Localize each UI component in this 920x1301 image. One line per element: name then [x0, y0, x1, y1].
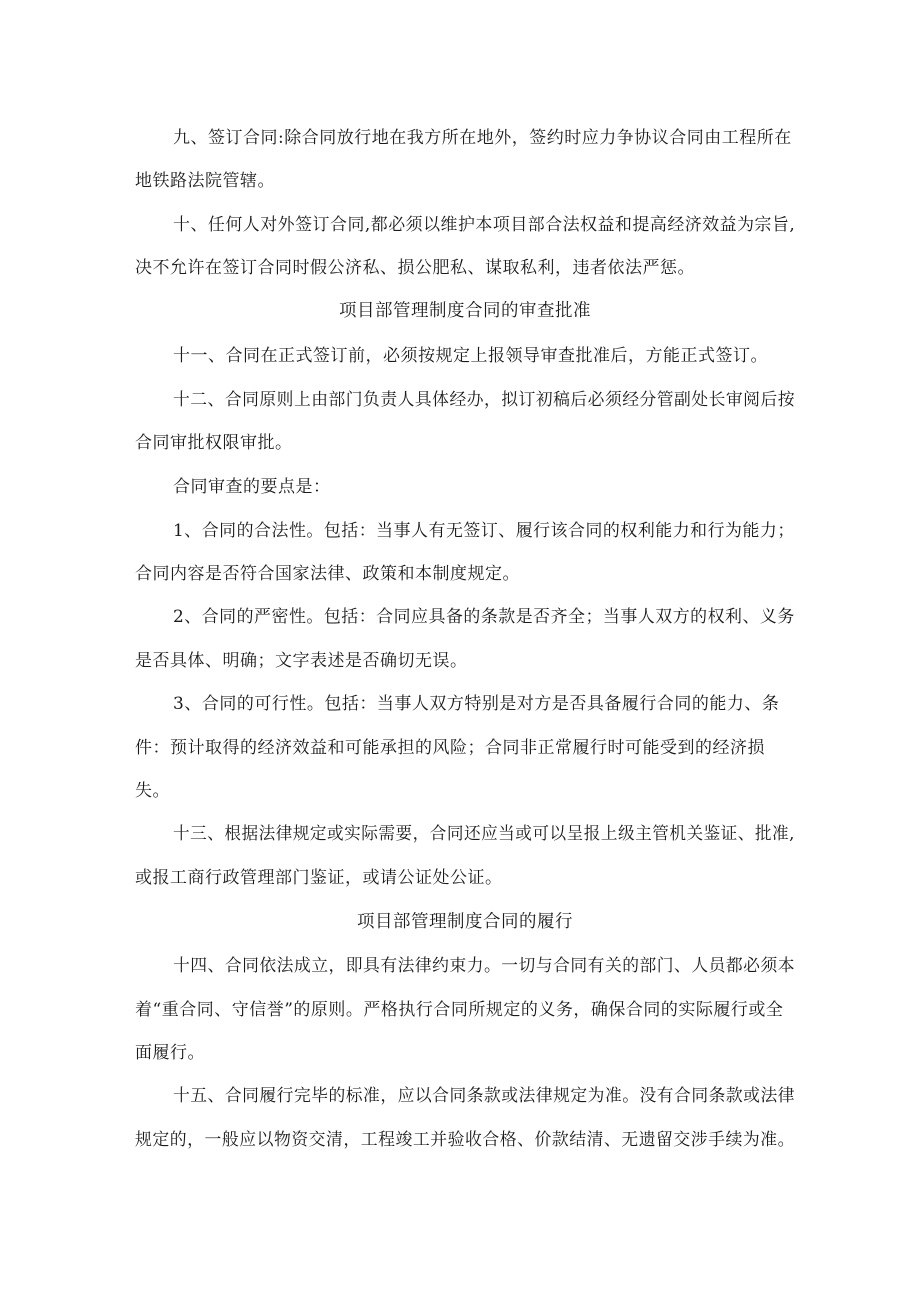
paragraph-11-line-1: 十一、合同在正式签订前，必须按规定上报领导审查批准后，方能正式签订。	[173, 346, 768, 366]
point-2-line-2: 是否具体、明确；文字表述是否确切无误。	[135, 651, 468, 671]
paragraph-14-line-2: 着“重合同、守信誉”的原则。严格执行合同所规定的义务，确保合同的实际履行或全	[135, 1000, 784, 1020]
paragraph-12-line-2: 合同审批权限审批。	[135, 433, 293, 453]
point-3-line-1: 3、合同的可行性。包括：当事人双方特别是对方是否具备履行合同的能力、条	[173, 694, 780, 714]
paragraph-12-line-1: 十二、合同原则上由部门负责人具体经办，拟订初稿后必须经分管副处长审阅后按	[173, 390, 795, 410]
paragraph-14-line-3: 面履行。	[135, 1043, 205, 1063]
section-heading-approval: 项目部管理制度合同的审查批准	[339, 301, 591, 321]
paragraph-9-line-1: 九、签订合同:除合同放行地在我方所在地外，签约时应力争协议合同由工程所在	[173, 128, 792, 148]
point-1-line-1: 1、合同的合法性。包括：当事人有无签订、履行该合同的权利能力和行为能力；	[173, 521, 795, 541]
point-1-line-2: 合同内容是否符合国家法律、政策和本制度规定。	[135, 564, 520, 584]
point-3-line-2: 件：预计取得的经济效益和可能承担的风险；合同非正常履行时可能受到的经济损	[135, 738, 765, 758]
paragraph-13-line-1: 十三、根据法律规定或实际需要，合同还应当或可以呈报上级主管机关鉴证、批准,	[173, 824, 795, 844]
paragraph-9-line-2: 地铁路法院管辖。	[135, 171, 275, 191]
paragraph-15-line-1: 十五、合同履行完毕的标准，应以合同条款或法律规定为准。没有合同条款或法律	[173, 1086, 795, 1106]
point-3-line-3: 失。	[135, 781, 170, 801]
paragraph-13-line-2: 或报工商行政管理部门鉴证，或请公证处公证。	[135, 868, 503, 888]
point-2-line-1: 2、合同的严密性。包括：合同应具备的条款是否齐全；当事人双方的权利、义务	[173, 607, 795, 627]
paragraph-14-line-1: 十四、合同依法成立，即具有法律约束力。一切与合同有关的部门、人员都必须本	[173, 956, 795, 976]
paragraph-10-line-2: 决不允许在签订合同时假公济私、损公肥私、谋取私利，违者依法严惩。	[135, 258, 695, 278]
section-heading-performance: 项目部管理制度合同的履行	[357, 912, 573, 932]
paragraph-10-line-1: 十、任何人对外签订合同,都必须以维护本项目部合法权益和提高经济效益为宗旨,	[173, 215, 796, 235]
paragraph-15-line-2: 规定的，一般应以物资交清，工程竣工并验收合格、价款结清、无遗留交涉手续为准。	[135, 1130, 796, 1150]
review-points-intro: 合同审查的要点是：	[173, 477, 331, 497]
